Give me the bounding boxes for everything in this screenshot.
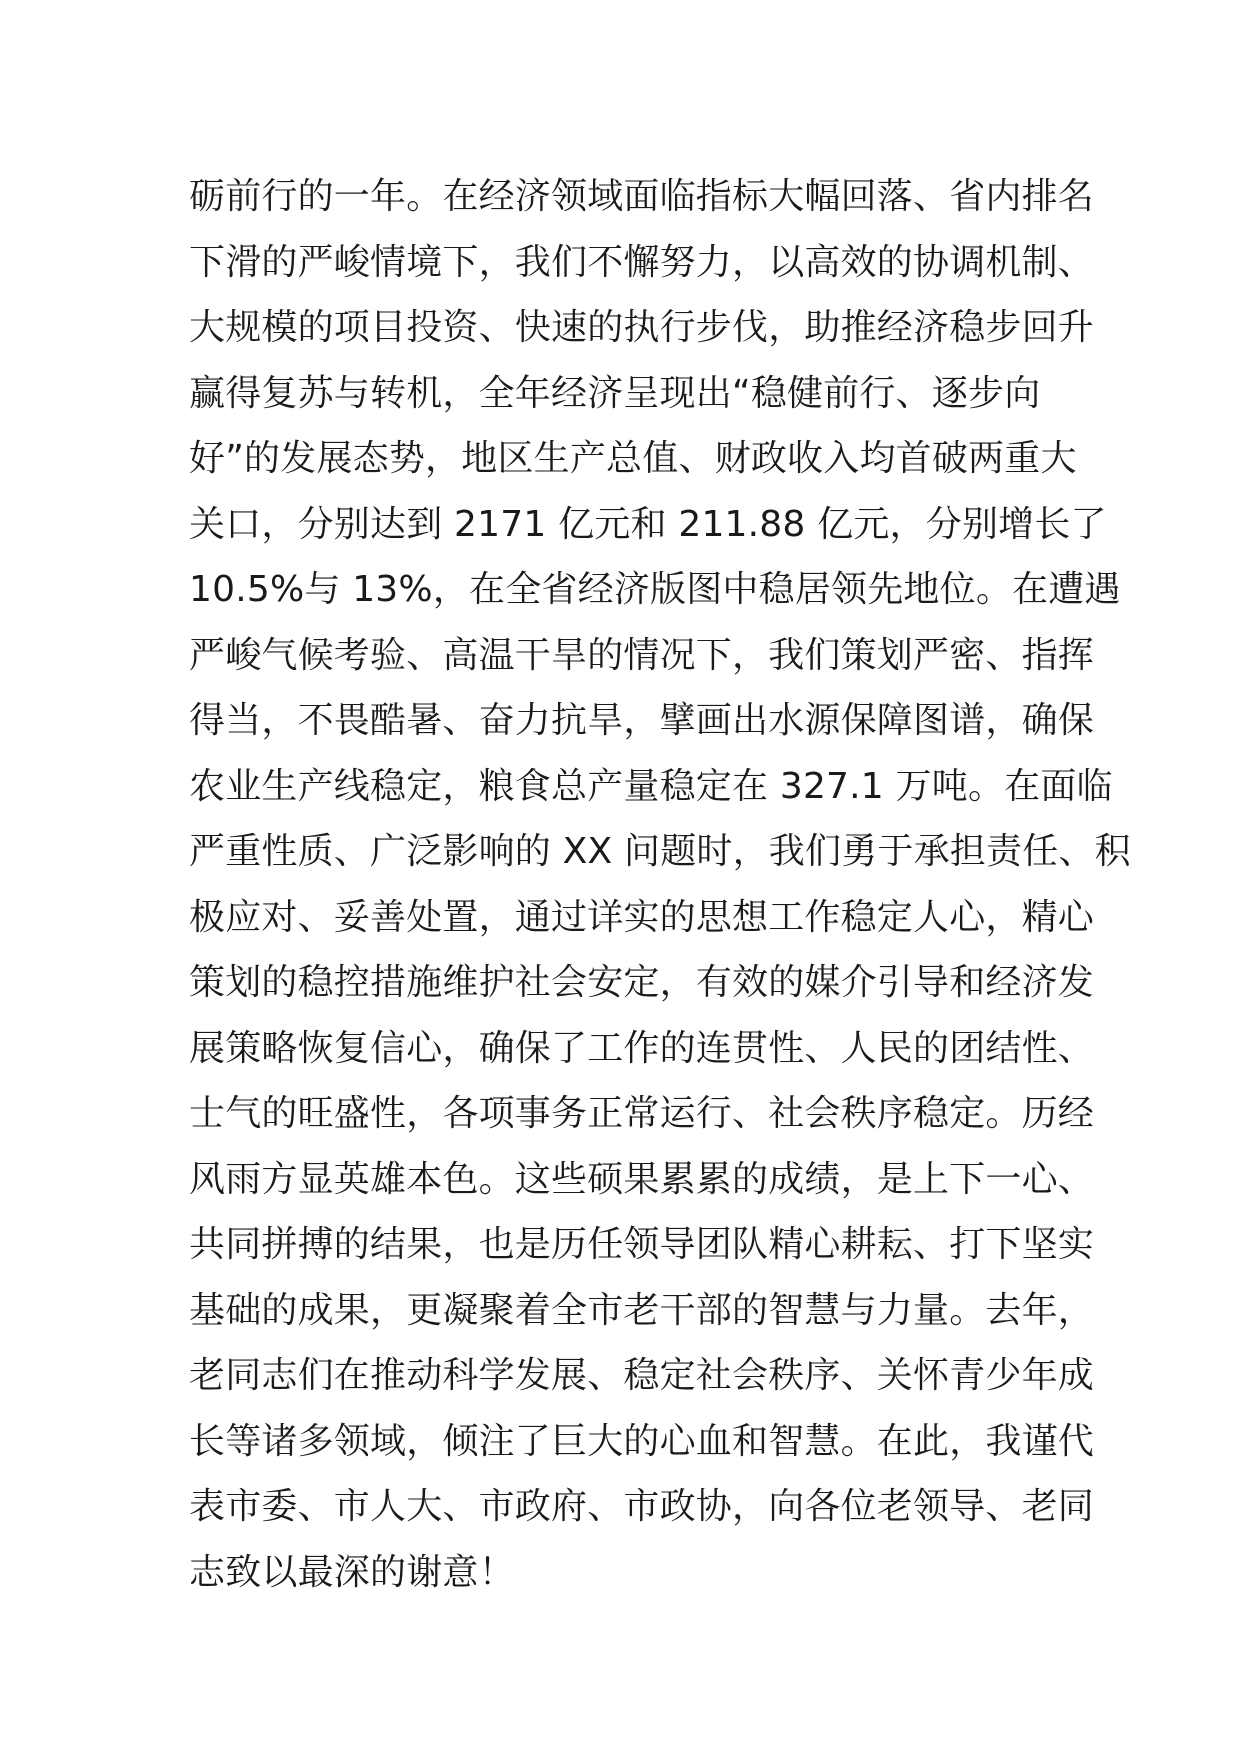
paragraph-line: 严重性质、广泛影响的 XX 问题时，我们勇于承担责任、积: [189, 831, 1131, 872]
paragraph-line: 老同志们在推动科学发展、稳定社会秩序、关怀青少年成: [189, 1355, 1095, 1396]
paragraph-line: 共同拼搏的结果，也是历任领导团队精心耕耘、打下坚实: [189, 1224, 1095, 1265]
paragraph-line: 策划的稳控措施维护社会安定，有效的媒介引导和经济发: [189, 962, 1095, 1003]
paragraph-line: 10.5%与 13%，在全省经济版图中稳居领先地位。在遭遇: [189, 569, 1121, 610]
paragraph-line: 极应对、妥善处置，通过详实的思想工作稳定人心，精心: [189, 896, 1095, 938]
paragraph-line: 砺前行的一年。在经济领域面临指标大幅回落、省内排名: [189, 176, 1095, 217]
paragraph-line: 表市委、市人大、市政府、市政协，向各位老领导、老同: [189, 1486, 1095, 1527]
paragraph-line: 关口，分别达到 2171 亿元和 211.88 亿元，分别增长了: [189, 503, 1107, 545]
paragraph-line: 风雨方显英雄本色。这些硕果累累的成绩，是上下一心、: [189, 1158, 1095, 1200]
paragraph-line: 基础的成果，更凝聚着全市老干部的智慧与力量。去年，: [189, 1289, 1095, 1331]
paragraph-line: 严峻气候考验、高温干旱的情况下，我们策划严密、指挥: [189, 634, 1095, 676]
paragraph-line: 展策略恢复信心，确保了工作的连贯性、人民的团结性、: [189, 1027, 1095, 1069]
paragraph-line: 长等诸多领域，倾注了巨大的心血和智慧。在此，我谨代: [189, 1420, 1095, 1462]
paragraph-line: 士气的旺盛性，各项事务正常运行、社会秩序稳定。历经: [189, 1093, 1095, 1134]
paragraph-line: 农业生产线稳定，粮食总产量稳定在 327.1 万吨。在面临: [189, 765, 1113, 807]
paragraph-line: 得当，不畏酷暑、奋力抗旱，擘画出水源保障图谱，确保: [189, 700, 1095, 741]
paragraph-line: 好”的发展态势，地区生产总值、财政收入均首破两重大: [189, 438, 1077, 479]
paragraph-line: 志致以最深的谢意！: [189, 1551, 515, 1593]
body-paragraph: [189, 164, 1131, 1605]
paragraph-line: 大规模的项目投资、快速的执行步伐，助推经济稳步回升: [189, 307, 1095, 348]
paragraph-line: 赢得复苏与转机，全年经济呈现出“稳健前行、逐步向: [189, 372, 1041, 414]
paragraph-line: 下滑的严峻情境下，我们不懈努力，以高效的协调机制、: [189, 241, 1095, 283]
